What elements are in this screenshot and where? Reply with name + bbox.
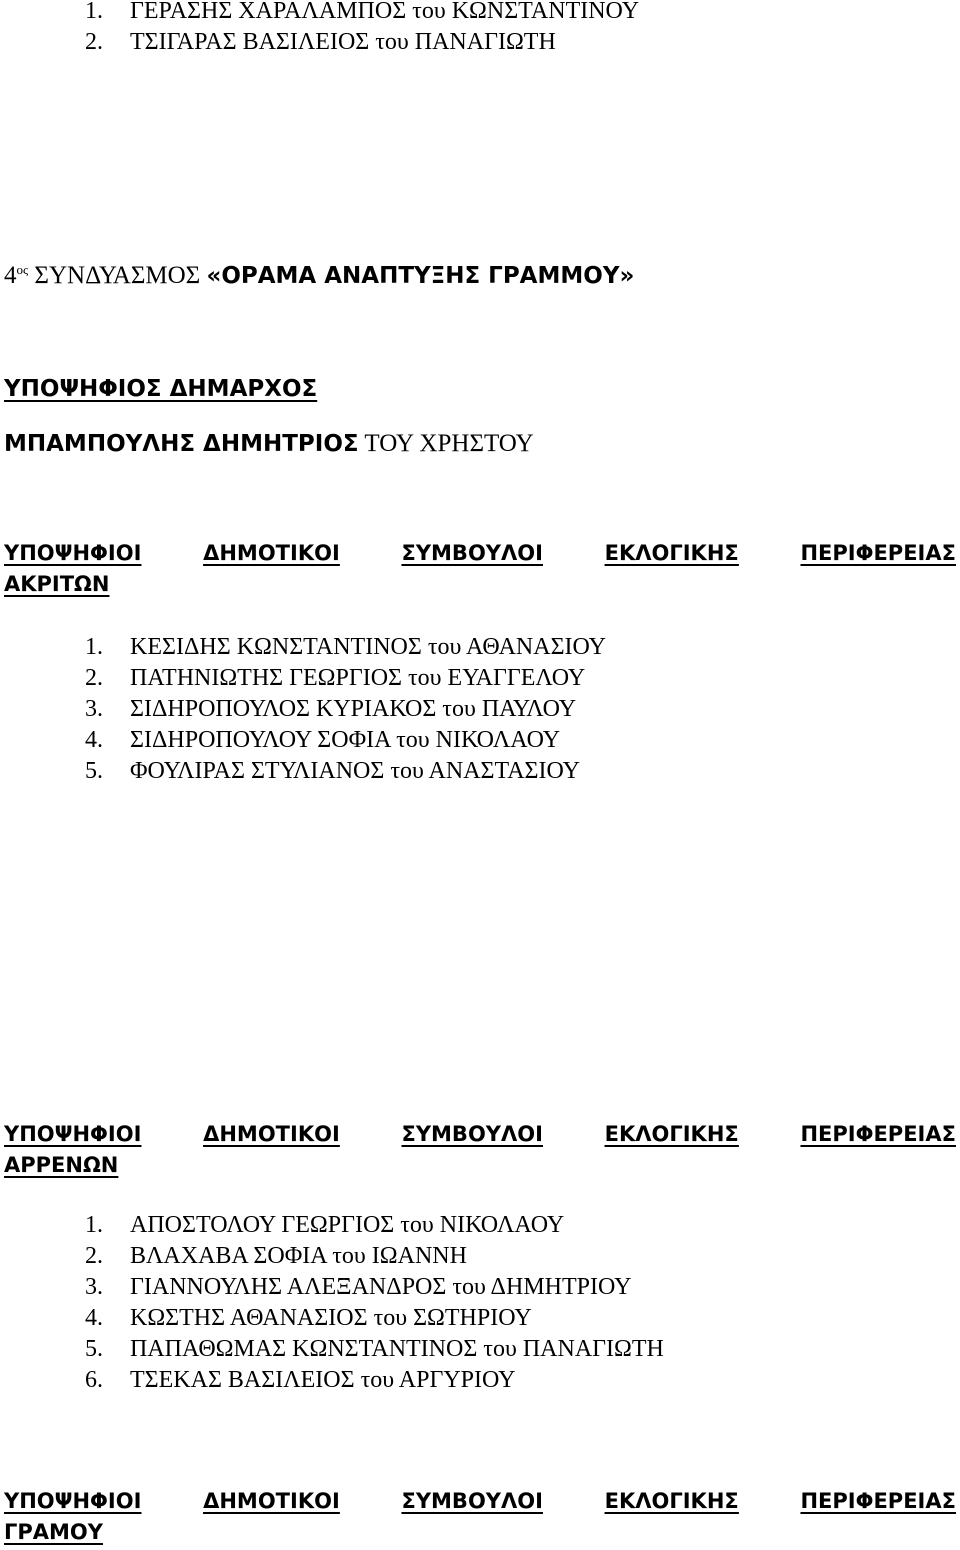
continued-candidate-list: [0, 0, 639, 58]
heading-line: [4, 538, 956, 569]
item-number: 3.: [85, 696, 103, 722]
heading-word: ΠΕΡΙΦΕΡΕΙΑΣ: [800, 1489, 956, 1513]
list-item: [0, 0, 639, 27]
list-item: [0, 1241, 664, 1272]
candidate-name: ΒΛΑΧΑΒΑ ΣΟΦΙΑ του ΙΩΑΝΝΗ: [130, 1243, 467, 1269]
list-item: [0, 27, 639, 58]
item-number: 4.: [85, 727, 103, 753]
section-region: ΑΚΡΙΤΩΝ: [4, 572, 110, 596]
list-item: [0, 663, 606, 694]
candidate-name: ΚΕΣΙΔΗΣ ΚΩΝΣΤΑΝΤΙΝΟΣ του ΑΘΑΝΑΣΙΟΥ: [130, 634, 607, 660]
candidate-name: ΚΩΣΤΗΣ ΑΘΑΝΑΣΙΟΣ του ΣΩΤΗΡΙΟΥ: [130, 1305, 532, 1331]
heading-word: ΠΕΡΙΦΕΡΕΙΑΣ: [800, 541, 956, 565]
coalition-name: «ΟΡΑΜΑ ΑΝΑΠΤΥΞΗΣ ΓΡΑΜΜΟΥ»: [206, 263, 635, 289]
heading-word: ΣΥΜΒΟΥΛΟΙ: [401, 1122, 543, 1146]
candidate-list-akriton: [0, 632, 606, 787]
mayor-name-patronymic: ΤΟΥ ΧΡΗΣΤΟΥ: [364, 430, 534, 457]
section-heading-gramou: [4, 1486, 956, 1548]
item-number: 1.: [85, 1212, 103, 1238]
item-number: 2.: [85, 665, 103, 691]
section-heading-arrenon: [4, 1119, 956, 1181]
mayor-name: [4, 430, 534, 458]
heading-word: ΕΚΛΟΓΙΚΗΣ: [604, 1489, 739, 1513]
candidate-list-arrenon: [0, 1210, 664, 1396]
item-number: 5.: [85, 1336, 103, 1362]
section-region: ΓΡΑΜΟΥ: [4, 1520, 103, 1544]
heading-word: ΠΕΡΙΦΕΡΕΙΑΣ: [800, 1122, 956, 1146]
item-number: 6.: [85, 1367, 103, 1393]
mayor-heading: ΥΠΟΨΗΦΙΟΣ ΔΗΜΑΡΧΟΣ: [4, 376, 318, 402]
candidate-name: ΠΑΠΑΘΩΜΑΣ ΚΩΝΣΤΑΝΤΙΝΟΣ του ΠΑΝΑΓΙΩΤΗ: [130, 1336, 664, 1362]
item-number: 1.: [85, 634, 103, 660]
list-item: [0, 725, 606, 756]
heading-word: ΥΠΟΨΗΦΙΟΙ: [4, 541, 142, 565]
coalition-label: ΣΥΝΔΥΑΣΜΟΣ: [34, 262, 201, 289]
candidate-name: ΓΙΑΝΝΟΥΛΗΣ ΑΛΕΞΑΝΔΡΟΣ του ΔΗΜΗΤΡΙΟΥ: [130, 1274, 632, 1300]
item-number: 2.: [85, 29, 103, 55]
heading-word: ΔΗΜΟΤΙΚΟΙ: [203, 1489, 340, 1513]
mayor-name-bold: ΜΠΑΜΠΟΥΛΗΣ ΔΗΜΗΤΡΙΟΣ: [4, 431, 359, 457]
list-item: [0, 694, 606, 725]
item-number: 1.: [85, 0, 103, 24]
list-item: [0, 756, 606, 787]
list-item: [0, 1303, 664, 1334]
candidate-name: ΑΠΟΣΤΟΛΟΥ ΓΕΩΡΓΙΟΣ του ΝΙΚΟΛΑΟΥ: [130, 1212, 565, 1238]
heading-word: ΣΥΜΒΟΥΛΟΙ: [401, 1489, 543, 1513]
candidate-name: ΤΣΙΓΑΡΑΣ ΒΑΣΙΛΕΙΟΣ του ΠΑΝΑΓΙΩΤΗ: [130, 29, 556, 55]
item-number: 5.: [85, 758, 103, 784]
section-heading-akriton: [4, 538, 956, 600]
item-number: 2.: [85, 1243, 103, 1269]
heading-word: ΥΠΟΨΗΦΙΟΙ: [4, 1122, 142, 1146]
item-number: 3.: [85, 1274, 103, 1300]
heading-word: ΕΚΛΟΓΙΚΗΣ: [604, 541, 739, 565]
heading-line: [4, 1486, 956, 1517]
coalition-number: 4: [4, 262, 17, 289]
list-item: [0, 1365, 664, 1396]
heading-word: ΔΗΜΟΤΙΚΟΙ: [203, 1122, 340, 1146]
coalition-ordinal-suffix: ος: [16, 262, 29, 277]
heading-line: [4, 1119, 956, 1150]
section-region: ΑΡΡΕΝΩΝ: [4, 1153, 119, 1177]
heading-word: ΔΗΜΟΤΙΚΟΙ: [203, 541, 340, 565]
list-item: [0, 1334, 664, 1365]
heading-word: ΕΚΛΟΓΙΚΗΣ: [604, 1122, 739, 1146]
heading-word: ΥΠΟΨΗΦΙΟΙ: [4, 1489, 142, 1513]
list-item: [0, 1272, 664, 1303]
candidate-name: ΣΙΔΗΡΟΠΟΥΛΟΥ ΣΟΦΙΑ του ΝΙΚΟΛΑΟΥ: [130, 727, 561, 753]
list-item: [0, 632, 606, 663]
list-item: [0, 1210, 664, 1241]
heading-word: ΣΥΜΒΟΥΛΟΙ: [401, 541, 543, 565]
coalition-title: [4, 262, 634, 290]
candidate-name: ΤΣΕΚΑΣ ΒΑΣΙΛΕΙΟΣ του ΑΡΓΥΡΙΟΥ: [130, 1367, 516, 1393]
candidate-name: ΦΟΥΛΙΡΑΣ ΣΤΥΛΙΑΝΟΣ του ΑΝΑΣΤΑΣΙΟΥ: [130, 758, 580, 784]
item-number: 4.: [85, 1305, 103, 1331]
candidate-name: ΣΙΔΗΡΟΠΟΥΛΟΣ ΚΥΡΙΑΚΟΣ του ΠΑΥΛΟΥ: [130, 696, 577, 722]
candidate-name: ΠΑΤΗΝΙΩΤΗΣ ΓΕΩΡΓΙΟΣ του ΕΥΑΓΓΕΛΟΥ: [130, 665, 586, 691]
candidate-name: ΓΕΡΑΣΗΣ ΧΑΡΑΛΑΜΠΟΣ του ΚΩΝΣΤΑΝΤΙΝΟΥ: [130, 0, 640, 24]
